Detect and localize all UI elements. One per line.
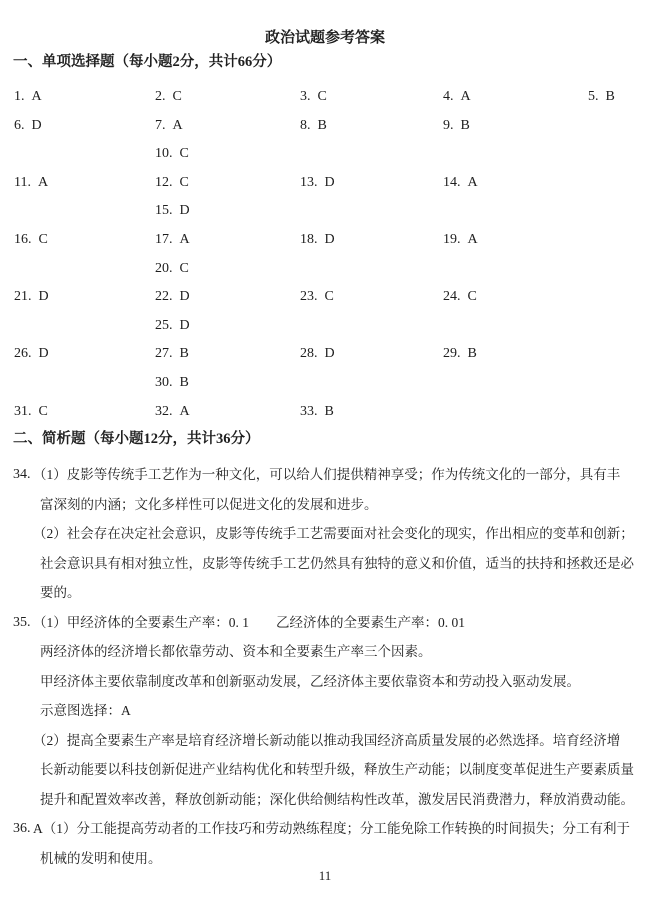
choice-answer-row: [14, 226, 636, 255]
answer-text-line: A（1）分工能提高劳动者的工作技巧和劳动熟练程度；分工能免除工作转换的时间损失；分工有利于: [33, 821, 630, 836]
essay-answers: [0, 460, 650, 873]
choice-answer: 6. D: [14, 117, 42, 133]
answer-text-line: （1）皮影等传统手工艺作为一种文化，可以给人们提供精神享受；作为传统文化的一部分，具有丰: [33, 467, 621, 482]
choice-answer: 25. D: [155, 317, 190, 333]
choice-answer-row: [14, 169, 636, 198]
choice-answer: 33. B: [300, 403, 334, 419]
choice-answer: 21. D: [14, 289, 49, 305]
choice-answer-row: [14, 140, 636, 169]
document-title: 政治试题参考答案: [264, 30, 385, 46]
choice-answer: 14. A: [443, 174, 478, 190]
essay-answer-block: [0, 460, 650, 608]
answer-text-line: 要的。: [40, 585, 81, 600]
choice-answer: 10. C: [155, 146, 189, 162]
choice-answer: 15. D: [155, 203, 190, 219]
choice-answer: 31. C: [14, 403, 48, 419]
choice-answer: 20. C: [155, 260, 189, 276]
answer-text-line: （1）甲经济体的全要素生产率：0. 1 乙经济体的全要素生产率：0. 01: [33, 614, 465, 630]
choice-answer: 22. D: [155, 289, 190, 305]
choice-answer-row: [14, 283, 636, 312]
choice-answer: 1. A: [14, 89, 42, 104]
choice-answer: 24. C: [443, 289, 477, 305]
choice-answer-row: [14, 340, 636, 369]
choice-answer-row: [14, 197, 636, 226]
choice-answer: 17. A: [155, 231, 190, 247]
page-number: 11: [318, 868, 332, 883]
answer-text-line: 社会意识具有相对独立性，皮影等传统手工艺仍然具有独特的意义和价值，适当的扶持和拯救还是必: [40, 555, 634, 571]
choice-answer-row: [14, 83, 636, 112]
answer-text-line: （2）提高全要素生产率是培育经济增长新动能以推动我国经济高质量发展的必然选择。培育经济增: [33, 732, 621, 748]
question-number: 36.: [13, 821, 31, 836]
choice-answer: 29. B: [443, 346, 477, 362]
choice-answer-row: [14, 312, 636, 341]
answer-text-line: 长新动能要以科技创新促进产业结构优化和转型升级，释放生产动能；以制度变革促进生产要素质量: [40, 762, 634, 777]
choice-answer: 26. D: [14, 346, 49, 362]
choice-answer: 23. C: [300, 289, 334, 305]
question-number: 34.: [13, 467, 31, 482]
choice-answer: 12. C: [155, 174, 189, 190]
choice-answer: 19. A: [443, 231, 478, 247]
choice-answer: 8. B: [300, 117, 327, 133]
choice-answer: 11. A: [14, 174, 49, 190]
choice-answer: 2. C: [155, 89, 182, 104]
choice-answer: 28. D: [300, 346, 335, 362]
choice-answer: 30. B: [155, 374, 189, 390]
choice-answer: 27. B: [155, 346, 189, 362]
essay-answer-block: [0, 814, 650, 873]
choice-answer: 18. D: [300, 231, 335, 247]
section-heading-multiple-choice: 一、单项选择题（每小题2分，共计66分）: [13, 54, 282, 70]
choice-answer: 3. C: [300, 89, 327, 104]
answer-text-line: 富深刻的内涵；文化多样性可以促进文化的发展和进步。: [40, 496, 378, 512]
section-heading-short-analysis: 二、简析题（每小题12分，共计36分）: [13, 431, 260, 447]
answer-text-line: 两经济体的经济增长都依靠劳动、资本和全要素生产率三个因素。: [40, 644, 432, 659]
choice-answer-row: [14, 398, 636, 427]
choice-answer: 32. A: [155, 403, 190, 419]
choice-answer: 4. A: [443, 89, 471, 104]
choice-answer: 13. D: [300, 174, 335, 190]
choice-answer: 5. B: [588, 89, 615, 104]
essay-answer-block: [0, 608, 650, 815]
answer-text-line: 机械的发明和使用。: [40, 850, 162, 866]
choice-answer: 7. A: [155, 117, 183, 133]
choice-answer: 9. B: [443, 117, 470, 133]
answer-text-line: 甲经济体主要依靠制度改革和创新驱动发展，乙经济体主要依靠资本和劳动投入驱动发展。: [40, 673, 580, 689]
answer-text-line: 示意图选择：A: [40, 703, 131, 718]
choice-answer: 16. C: [14, 231, 48, 247]
choice-answer-row: [14, 112, 636, 141]
choice-answer-row: [14, 255, 636, 284]
question-number: 35.: [13, 614, 31, 630]
answer-text-line: 提升和配置效率改善，释放创新动能；深化供给侧结构性改革，激发居民消费潜力，释放消费动能。: [40, 791, 634, 807]
answer-text-line: （2）社会存在决定社会意识，皮影等传统手工艺需要面对社会变化的现实，作出相应的变革和创新；: [33, 526, 634, 541]
choice-answer-row: [14, 369, 636, 398]
multiple-choice-answer-grid: [14, 83, 636, 426]
